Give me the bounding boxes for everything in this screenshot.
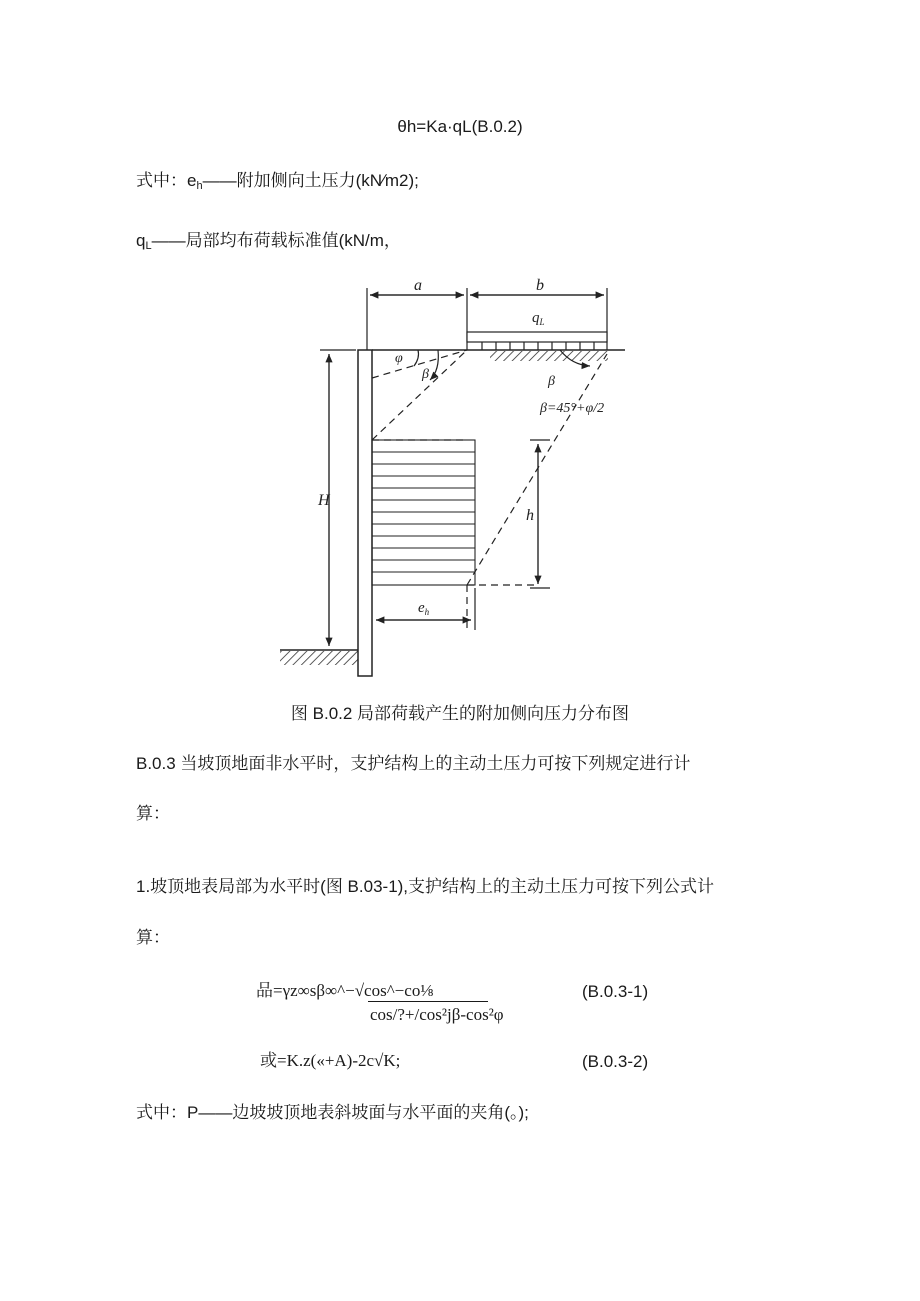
label-h: h xyxy=(526,507,534,524)
equation-b031-fraction-bar xyxy=(368,1001,488,1002)
label-eh-main: e xyxy=(418,600,425,616)
label-beta-left: β xyxy=(422,367,429,382)
angle-arc-beta-left xyxy=(430,350,438,380)
definition-eh-text: ——附加侧向土压力(kN∕m2); xyxy=(202,171,419,190)
ground-hatch-bottom xyxy=(280,651,358,665)
definition-eh-prefix: 式中：e xyxy=(136,171,197,190)
equation-b031-denominator: cos/?+/cos²jβ-cos²φ xyxy=(370,1005,504,1024)
item1-line1: 1.坡顶地表局部为水平时(图 B.03-1),支护结构上的主动土压力可按下列公式计 xyxy=(136,877,715,896)
label-beta-equation: β=45°+φ/2 xyxy=(540,401,605,416)
definition-ql xyxy=(136,230,401,257)
definition-ql-subscript: L xyxy=(145,240,152,252)
equation-b031-number: (B.0.3-1) xyxy=(582,982,649,1001)
pressure-block xyxy=(372,440,475,585)
item1-line2: 算： xyxy=(136,928,170,947)
label-b: b xyxy=(536,277,544,294)
definition-p: 式中：P——边坡坡顶地表斜坡面与水平面的夹角(。); xyxy=(136,1103,529,1122)
definition-ql-prefix: q xyxy=(136,231,146,250)
figure-b02-diagram xyxy=(0,270,920,690)
formula-b02: θh=Ka·qL(B.0.2) xyxy=(397,117,523,136)
angle-arc-phi xyxy=(414,350,419,366)
retaining-wall xyxy=(358,350,372,676)
ground-hatch-top xyxy=(490,351,608,361)
paragraph-b03-line1: B.0.3 当坡顶地面非水平时，支护结构上的主动土压力可按下列规定进行计 xyxy=(136,754,691,773)
definition-eh xyxy=(136,170,419,197)
label-beta-right: β xyxy=(548,374,555,389)
equation-b031-numerator xyxy=(256,980,433,1002)
label-eh-sub: h xyxy=(424,607,430,617)
paragraph-b03-line2: 算： xyxy=(136,804,170,823)
label-ql-sub: L xyxy=(539,317,545,327)
label-a: a xyxy=(414,277,422,294)
failure-lines xyxy=(372,350,607,630)
definition-eh-subscript: h xyxy=(196,180,203,192)
label-phi: φ xyxy=(395,351,403,366)
load-ql xyxy=(467,332,607,350)
label-eh xyxy=(418,600,430,617)
definition-ql-text: ——局部均布荷载标准值(kN/m， xyxy=(151,231,401,250)
label-ql xyxy=(532,310,545,327)
equation-b032-number: (B.0.3-2) xyxy=(582,1052,649,1071)
figure-caption: 图 B.0.2 局部荷载产生的附加侧向压力分布图 xyxy=(290,704,630,723)
equation-b031-numerator-text: 品=γz∞sβ∞^−√cos^−co⅛ xyxy=(256,981,434,1000)
label-H: H xyxy=(318,492,330,509)
equation-b032: 或=K.z(«+A)-2c√K; xyxy=(260,1051,401,1070)
label-ql-main: q xyxy=(532,310,540,326)
